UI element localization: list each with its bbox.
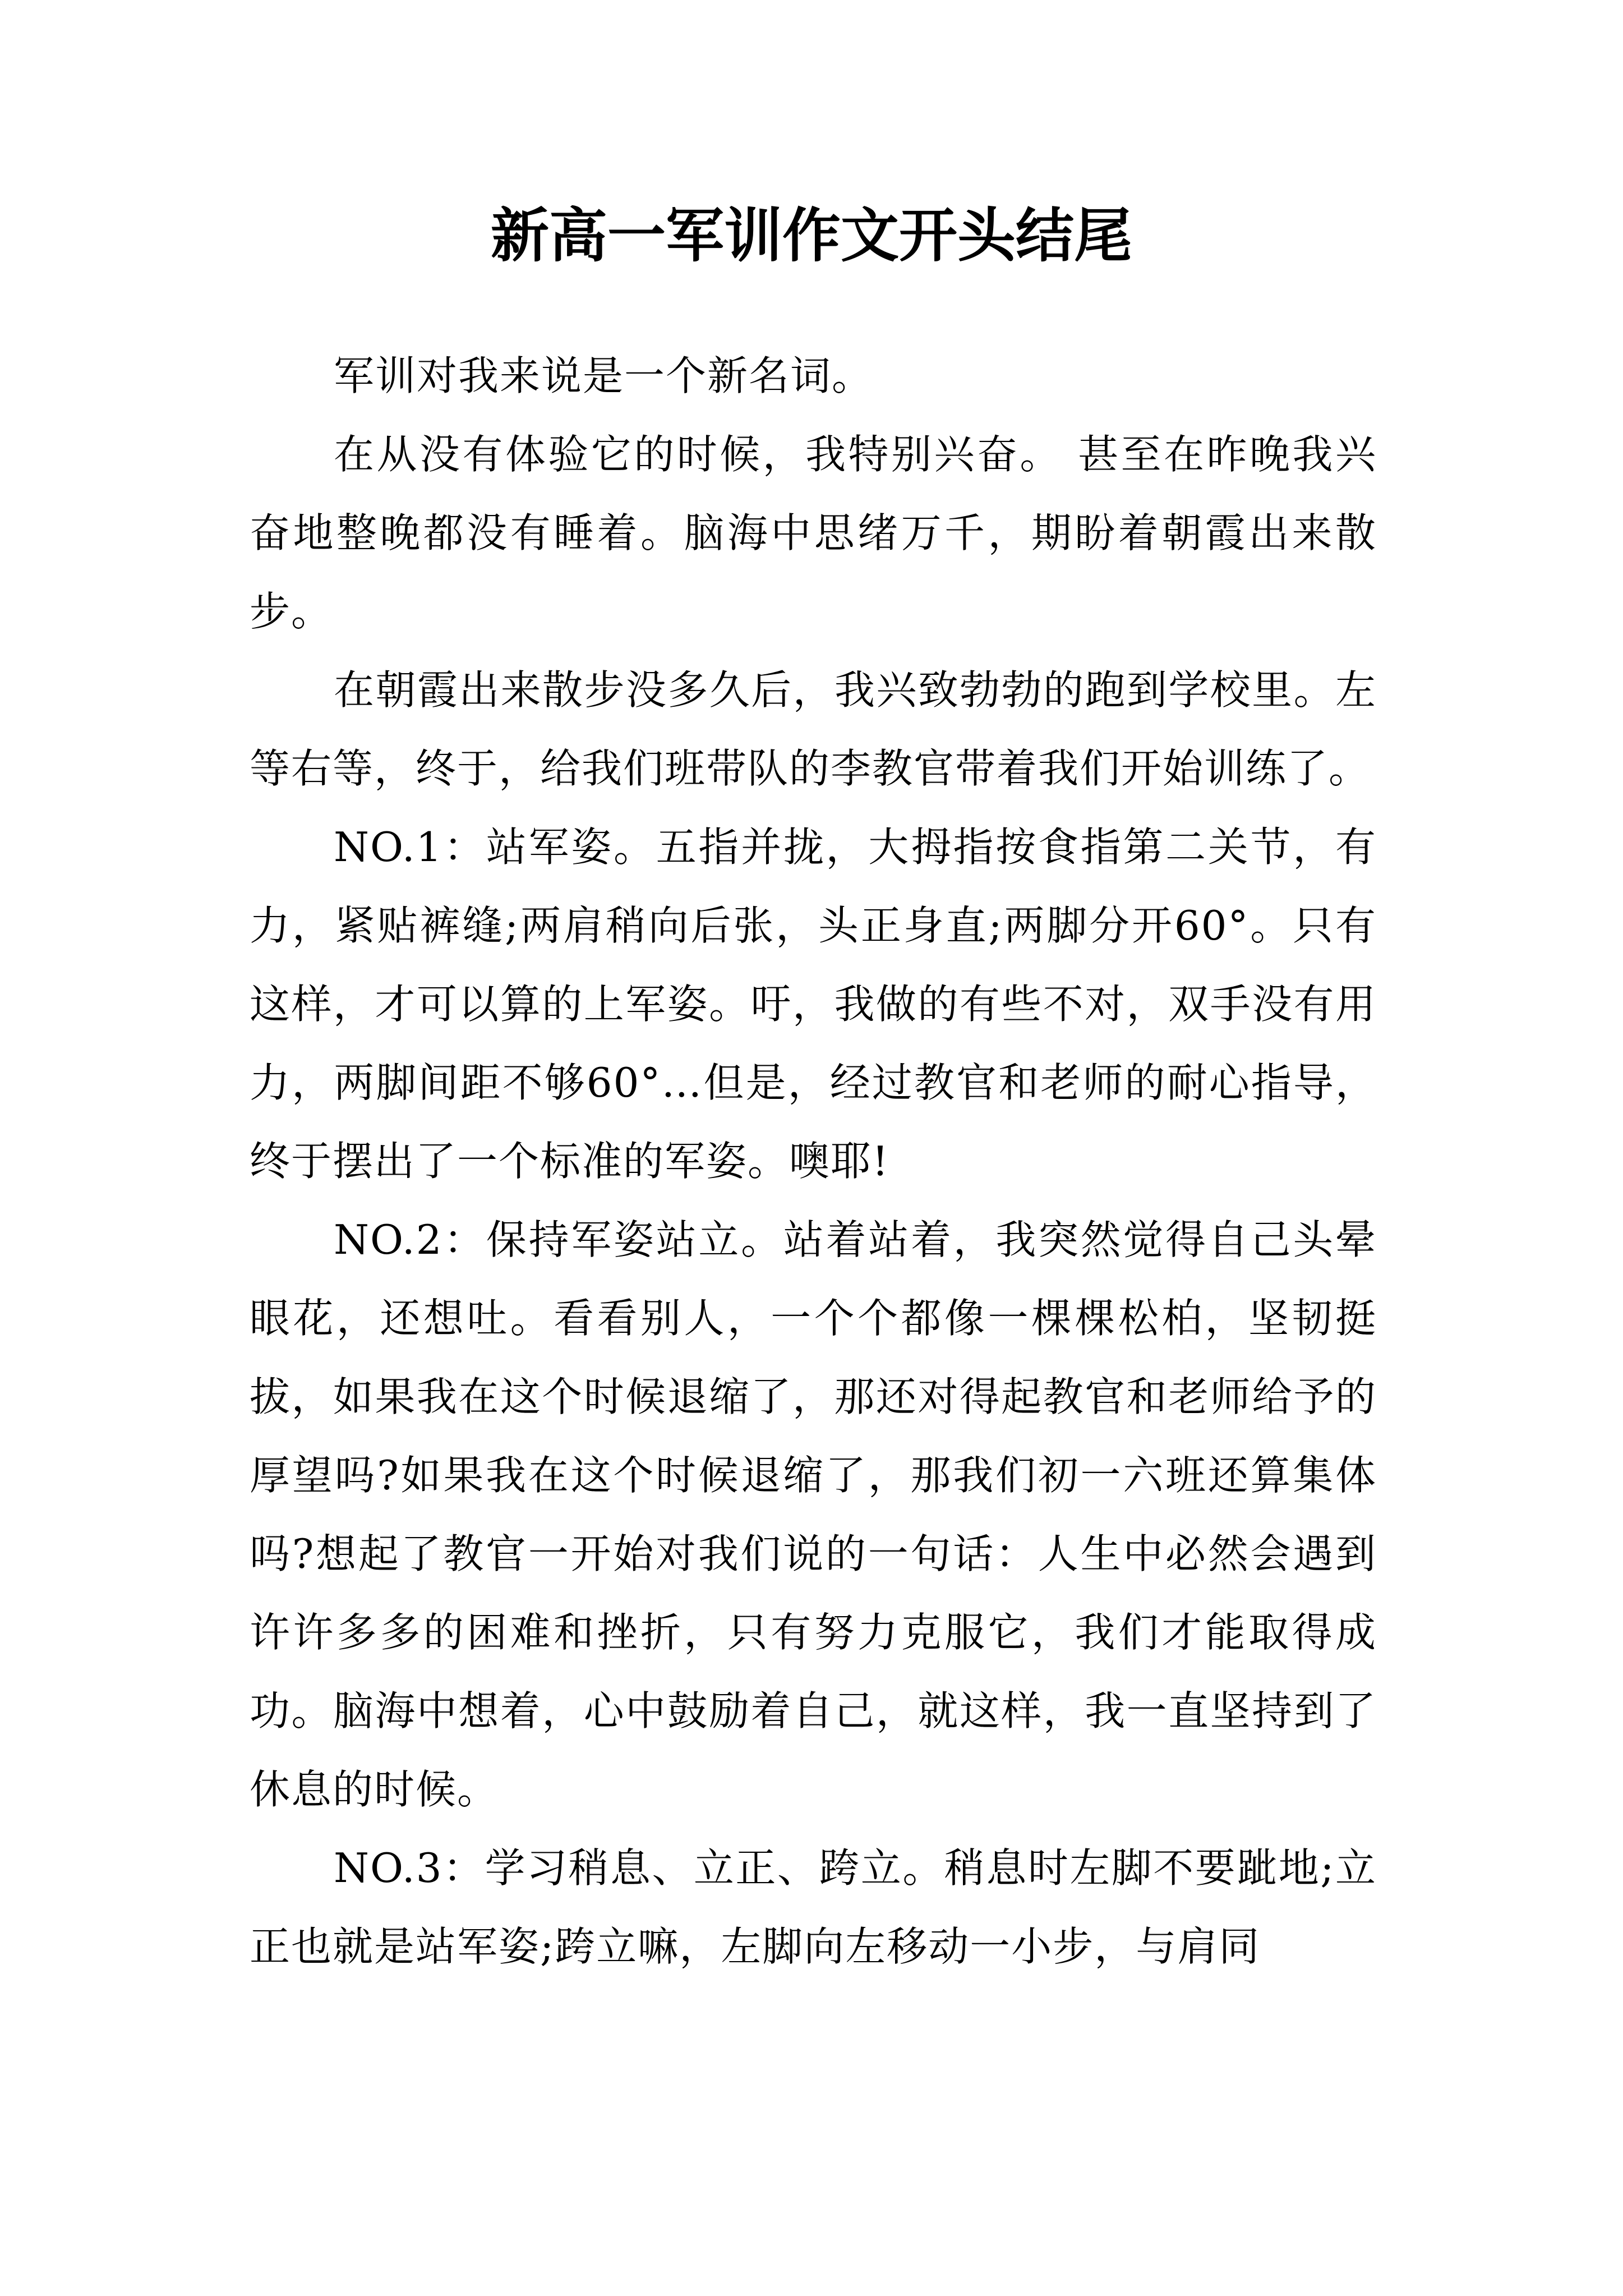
paragraph-5: NO.2：保持军姿站立。站着站着，我突然觉得自己头晕眼花，还想吐。看看别人，一个个都像一棵棵松柏，坚韧挺拔，如果我在这个时候退缩了，那还对得起教官和老师给予的厚望吗?如果我在这个时候退缩了，那我们初一六班还算集体吗?想起了教官一开始对我们说的一句话：人生中必然会遇到许许多多的困难和挫折，只有努力克服它，我们才能取得成功。脑海中想着，心中鼓励着自己，就这样，我一直坚持到了休息的时候。 [250, 1216, 1377, 1813]
document-body [250, 337, 1377, 1986]
paragraph-1: 军训对我来说是一个新名词。 [334, 352, 874, 399]
paragraph-6: NO.3：学习稍息、立正、跨立。稍息时左脚不要跐地;立正也就是站军姿;跨立嘛，左脚向左移动一小步，与肩同 [250, 1844, 1377, 1970]
paragraph-3: 在朝霞出来散步没多久后，我兴致勃勃的跑到学校里。左等右等，终于，给我们班带队的李教官带着我们开始训练了。 [250, 666, 1377, 792]
paragraph-2: 在从没有体验它的时候，我特别兴奋。 甚至在昨晚我兴奋地整晚都没有睡着。脑海中思绪万千，期盼着朝霞出来散步。 [250, 431, 1377, 635]
paragraph-4: NO.1：站军姿。五指并拢，大拇指按食指第二关节，有力，紧贴裤缝;两肩稍向后张，头正身直;两脚分开60°。只有这样，才可以算的上军姿。吁，我做的有些不对，双手没有用力，两脚间距不够60°…但是，经过教官和老师的耐心指导，终于摆出了一个标准的军姿。噢耶! [250, 823, 1377, 1185]
document-title: 新高一军训作文开头结尾 [490, 201, 1132, 270]
